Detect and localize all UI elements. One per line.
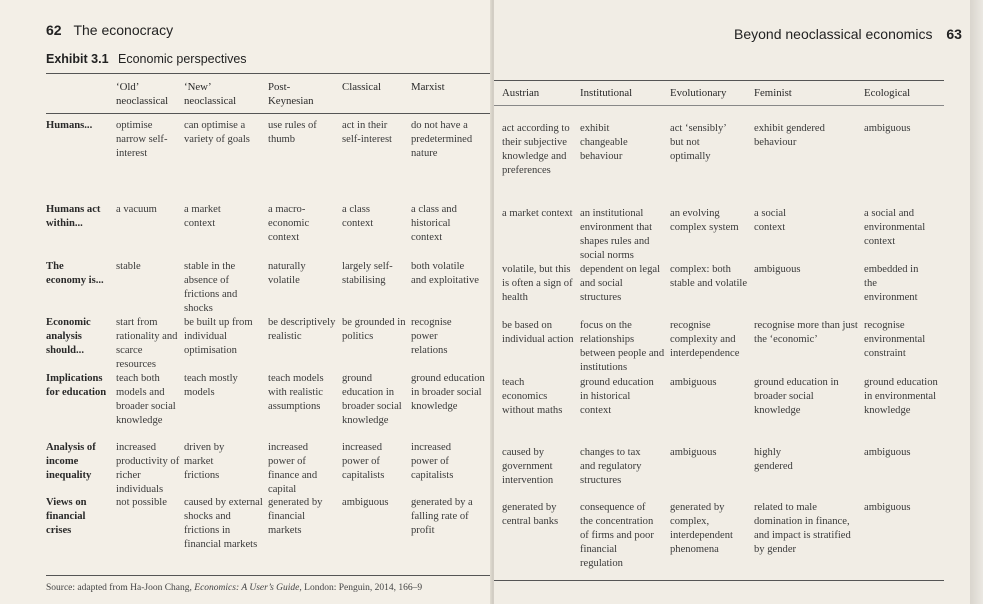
- table-cell: generated by financial markets: [268, 497, 323, 536]
- table-cell: an evolving complex system: [670, 208, 739, 233]
- table-cell: use rules of thumb: [268, 120, 317, 145]
- col-header-austrian: Austrian: [502, 87, 540, 99]
- table-cell: caused by external shocks and frictions in financial markets: [184, 497, 263, 550]
- table-cell: ambiguous: [864, 123, 911, 134]
- right-page-number: 63: [946, 26, 962, 42]
- col-header-evolutionary: Evolutionary: [670, 87, 727, 99]
- table-header-rule: [46, 113, 492, 114]
- table-cell: recognise more than just the ‘economic’: [754, 320, 858, 345]
- right-table-top-rule: [494, 80, 944, 81]
- table-cell: a market context: [502, 208, 573, 219]
- left-running-head: [46, 22, 173, 38]
- table-cell: act according to their subjective knowledge and preferences: [502, 123, 570, 176]
- table-cell: related to male domination in finance, and impact is stratified by gender: [754, 502, 851, 555]
- table-cell: increased power of capitalists: [342, 442, 385, 481]
- table-cell: caused by government intervention: [502, 447, 554, 486]
- left-page-number: 62: [46, 22, 62, 38]
- table-cell: ground education in environmental knowledge: [864, 377, 938, 416]
- table-cell: changes to tax and regulatory structures: [580, 447, 642, 486]
- table-cell: ambiguous: [864, 447, 911, 458]
- table-cell: teach models with realistic assumptions: [268, 373, 324, 412]
- table-cell: generated by central banks: [502, 502, 559, 527]
- table-cell: be based on individual action: [502, 320, 574, 345]
- right-table-header-rule: [494, 105, 944, 106]
- row-label-economic-analysis-should: Economic analysis should...: [46, 317, 91, 356]
- table-cell: stable in the absence of frictions and shocks: [184, 261, 238, 314]
- table-cell: optimise narrow self-interest: [116, 120, 168, 159]
- table-bottom-rule: [46, 575, 492, 576]
- table-top-rule: [46, 73, 492, 74]
- col-header-post-keynesian: Post-Keynesian: [268, 81, 314, 107]
- table-cell: act ‘sensibly’ but not optimally: [670, 123, 726, 162]
- table-cell: an institutional environment that shapes rules and social norms: [580, 208, 653, 261]
- col-header-classical: Classical: [342, 81, 381, 93]
- row-label-analysis-of-income-inequality: Analysis of income inequality: [46, 442, 96, 481]
- table-cell: teach economics without maths: [502, 377, 563, 416]
- table-cell: be grounded in politics: [342, 317, 406, 342]
- source-note: [46, 583, 422, 593]
- table-cell: ground education in broader social knowledge: [342, 373, 402, 426]
- table-cell: dependent on legal and social structures: [580, 264, 661, 303]
- table-cell: volatile, but this is often a sign of health: [502, 264, 573, 303]
- exhibit-caption: Economic perspectives: [118, 52, 247, 66]
- row-label-implications-for-education: Implications for education: [46, 373, 107, 398]
- col-header-institutional: Institutional: [580, 87, 633, 99]
- table-cell: focus on the relationships between people and institutions: [580, 320, 665, 373]
- table-cell: stable: [116, 261, 141, 272]
- col-header-feminist: Feminist: [754, 87, 792, 99]
- col-header-new-neoclassical: ‘New’ neoclassical: [184, 81, 237, 107]
- table-cell: complex: both stable and volatile: [670, 264, 748, 289]
- table-cell: exhibit changeable behaviour: [580, 123, 628, 162]
- table-cell: exhibit gendered behaviour: [754, 123, 825, 148]
- table-cell: a class and historical context: [411, 204, 457, 243]
- right-table-bottom-rule: [494, 580, 944, 581]
- table-cell: a class context: [342, 204, 374, 229]
- col-header-marxist: Marxist: [411, 81, 445, 93]
- table-cell: teach both models and broader social knowledge: [116, 373, 176, 426]
- table-cell: a social context: [754, 208, 787, 233]
- source-text: Source: adapted from Ha-Joon Chang,: [46, 583, 195, 593]
- table-cell: recognise environmental constraint: [864, 320, 926, 359]
- table-cell: naturally volatile: [268, 261, 306, 286]
- table-cell: embedded in the environment: [864, 264, 919, 303]
- table-cell: ground education in broader social knowledge: [411, 373, 485, 412]
- table-cell: be descriptively realistic: [268, 317, 336, 342]
- table-cell: generated by a falling rate of profit: [411, 497, 473, 536]
- col-header-old-neoclassical: ‘Old’ neoclassical: [116, 81, 169, 107]
- right-page: [494, 0, 970, 604]
- col-header-ecological: Ecological: [864, 87, 911, 99]
- book-edge: [970, 0, 983, 604]
- table-cell: ambiguous: [670, 377, 717, 388]
- table-cell: teach mostly models: [184, 373, 238, 398]
- table-cell: ambiguous: [670, 447, 717, 458]
- exhibit-title: [46, 52, 247, 66]
- table-cell: highly gendered: [754, 447, 793, 472]
- table-cell: driven by market frictions: [184, 442, 225, 481]
- right-running-title: Beyond neoclassical economics: [734, 26, 933, 42]
- table-cell: ground education in historical context: [580, 377, 654, 416]
- table-cell: a social and environmental context: [864, 208, 926, 247]
- table-cell: a macro-economic context: [268, 204, 310, 243]
- table-cell: do not have a predetermined nature: [411, 120, 473, 159]
- table-cell: generated by complex, interdependent phenomena: [670, 502, 733, 555]
- table-cell: increased productivity of richer individuals: [116, 442, 180, 495]
- table-cell: ambiguous: [864, 502, 911, 513]
- exhibit-label: Exhibit 3.1: [46, 52, 109, 66]
- table-cell: largely self-stabilising: [342, 261, 393, 286]
- table-cell: recognise complexity and interdependence: [670, 320, 740, 359]
- table-cell: increased power of capitalists: [411, 442, 454, 481]
- table-cell: act in their self-interest: [342, 120, 393, 145]
- row-label-views-on-financial-crises: Views on financial crises: [46, 497, 87, 536]
- right-running-head: [734, 26, 962, 42]
- row-label-humans-act-within: Humans act within...: [46, 204, 101, 229]
- table-cell: ambiguous: [342, 497, 389, 508]
- table-cell: not possible: [116, 497, 167, 508]
- table-cell: recognise power relations: [411, 317, 452, 356]
- row-label-humans: Humans...: [46, 120, 93, 131]
- source-book-title: Economics: A User’s Guide: [194, 583, 300, 593]
- table-cell: start from rationality and scarce resources: [116, 317, 178, 370]
- table-cell: be built up from individual optimisation: [184, 317, 253, 356]
- table-cell: both volatile and exploitative: [411, 261, 479, 286]
- table-cell: increased power of finance and capital: [268, 442, 318, 495]
- table-cell: ambiguous: [754, 264, 801, 275]
- table-cell: ground education in broader social knowledge: [754, 377, 839, 416]
- table-cell: a vacuum: [116, 204, 157, 215]
- table-cell: consequence of the concentration of firms and poor financial regulation: [580, 502, 654, 569]
- table-cell: a market context: [184, 204, 221, 229]
- source-text-rest: , London: Penguin, 2014, 166–9: [299, 583, 423, 593]
- table-cell: can optimise a variety of goals: [184, 120, 250, 145]
- row-label-the-economy-is: The economy is...: [46, 261, 104, 286]
- left-running-title: The econocracy: [73, 22, 174, 38]
